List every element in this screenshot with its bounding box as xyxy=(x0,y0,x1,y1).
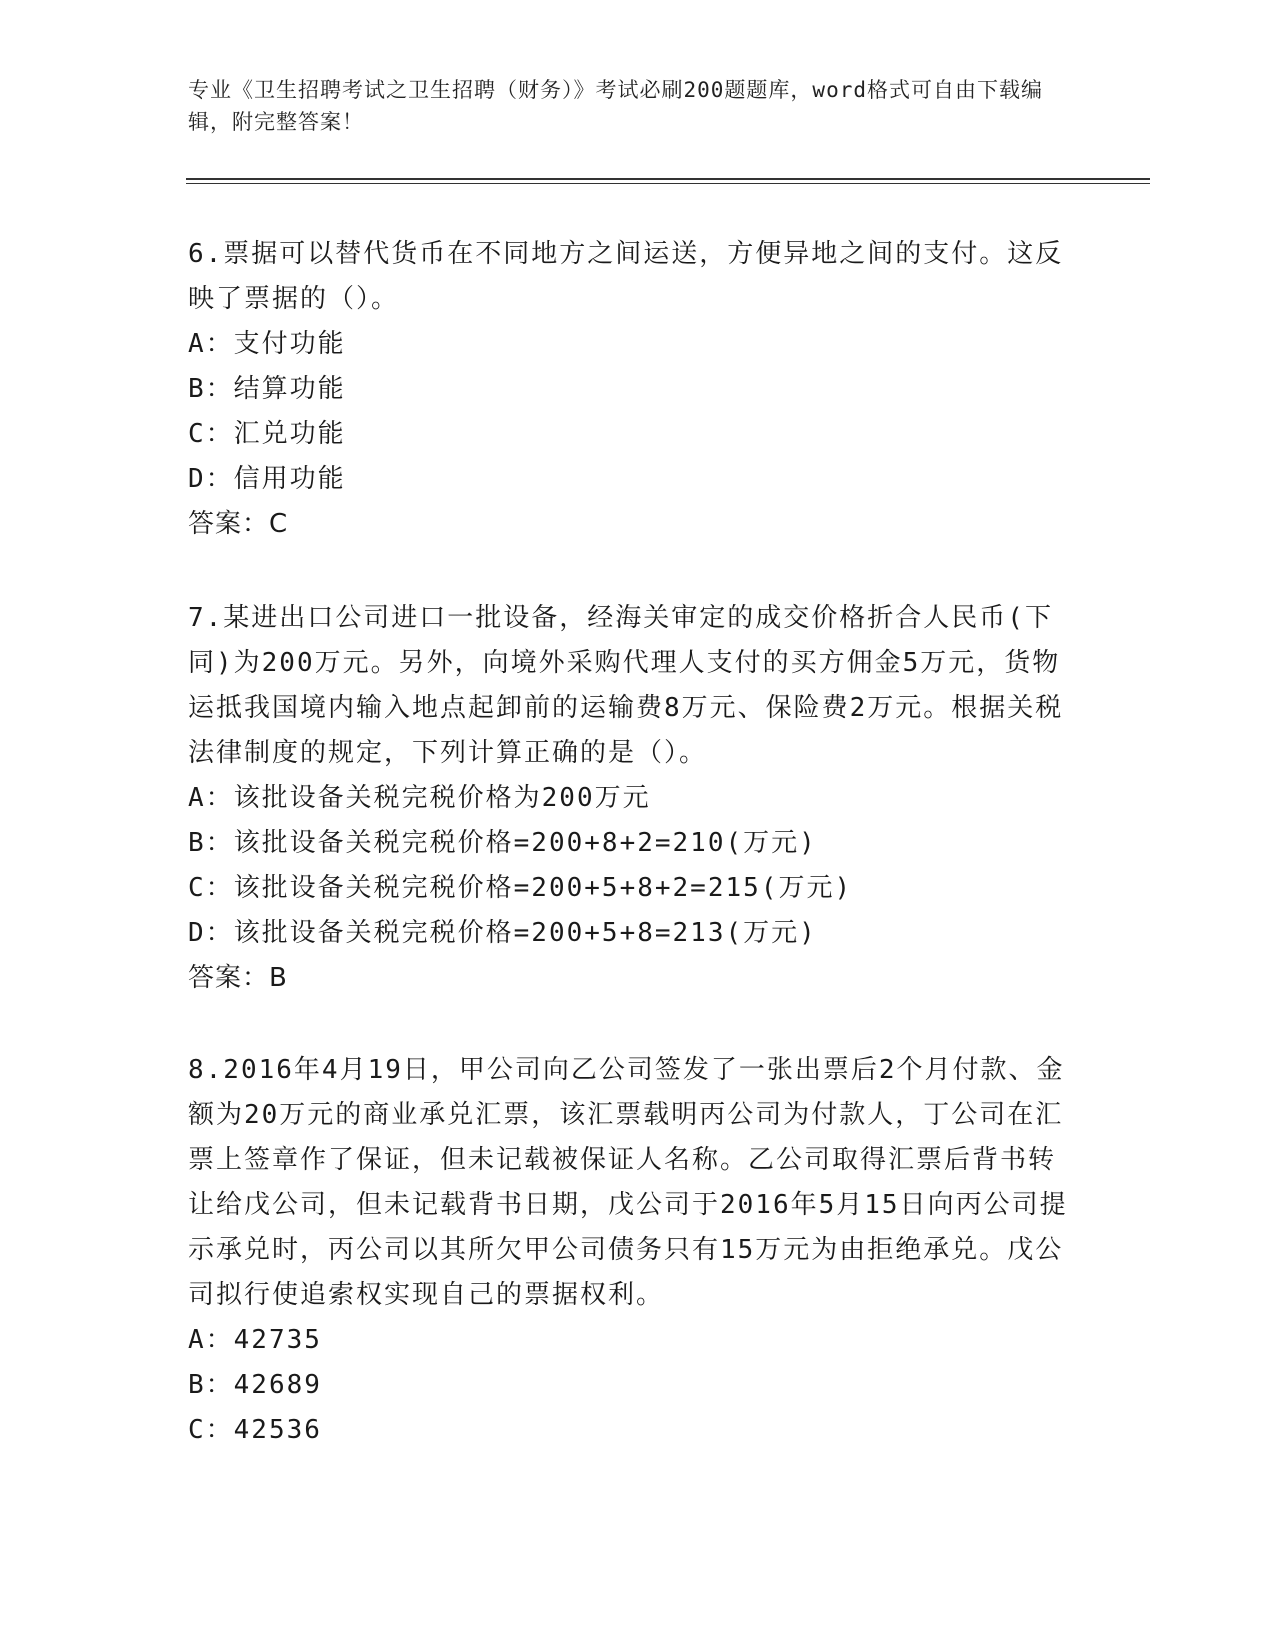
question-7 xyxy=(188,596,1068,1001)
option-d: D：该批设备关税完税价格=200+5+8=213(万元) xyxy=(188,918,817,948)
option-a: A：42735 xyxy=(188,1325,322,1355)
question-6 xyxy=(188,232,1068,547)
option-c: C：42536 xyxy=(188,1415,322,1445)
option-b: B：该批设备关税完税价格=200+8+2=210(万元) xyxy=(188,828,817,858)
option-a: A：该批设备关税完税价格为200万元 xyxy=(188,783,651,813)
question-stem: 6.票据可以替代货币在不同地方之间运送，方便异地之间的支付。这反映了票据的（）。 xyxy=(188,239,1064,314)
option-a: A：支付功能 xyxy=(188,329,346,359)
option-d: D：信用功能 xyxy=(188,464,346,494)
answer-label: 答案：C xyxy=(188,509,289,539)
header-divider xyxy=(186,178,1150,184)
question-stem: 7.某进出口公司进口一批设备，经海关审定的成交价格折合人民币(下同)为200万元。另外，向境外采购代理人支付的买方佣金5万元，货物运抵我国境内输入地点起卸前的运输费8万元、保险费2万元。根据关税法律制度的规定，下列计算正确的是（）。 xyxy=(188,603,1064,768)
option-c: C：汇兑功能 xyxy=(188,419,346,449)
document-header: 专业《卫生招聘考试之卫生招聘（财务）》考试必刷200题题库，word格式可自由下载编辑，附完整答案！ xyxy=(188,78,1043,134)
question-8 xyxy=(188,1048,1068,1453)
option-b: B：42689 xyxy=(188,1370,322,1400)
answer-label: 答案：B xyxy=(188,963,288,993)
option-b: B：结算功能 xyxy=(188,374,346,404)
option-c: C：该批设备关税完税价格=200+5+8+2=215(万元) xyxy=(188,873,853,903)
question-stem: 8.2016年4月19日，甲公司向乙公司签发了一张出票后2个月付款、金额为20万元的商业承兑汇票，该汇票载明丙公司为付款人，丁公司在汇票上签章作了保证，但未记载被保证人名称。乙公司取得汇票后背书转让给戊公司，但未记载背书日期，戊公司于2016年5月15日向丙公司提示承兑时，丙公司以其所欠甲公司债务只有15万元为由拒绝承兑。戊公司拟行使追索权实现自己的票据权利。 xyxy=(188,1055,1068,1310)
